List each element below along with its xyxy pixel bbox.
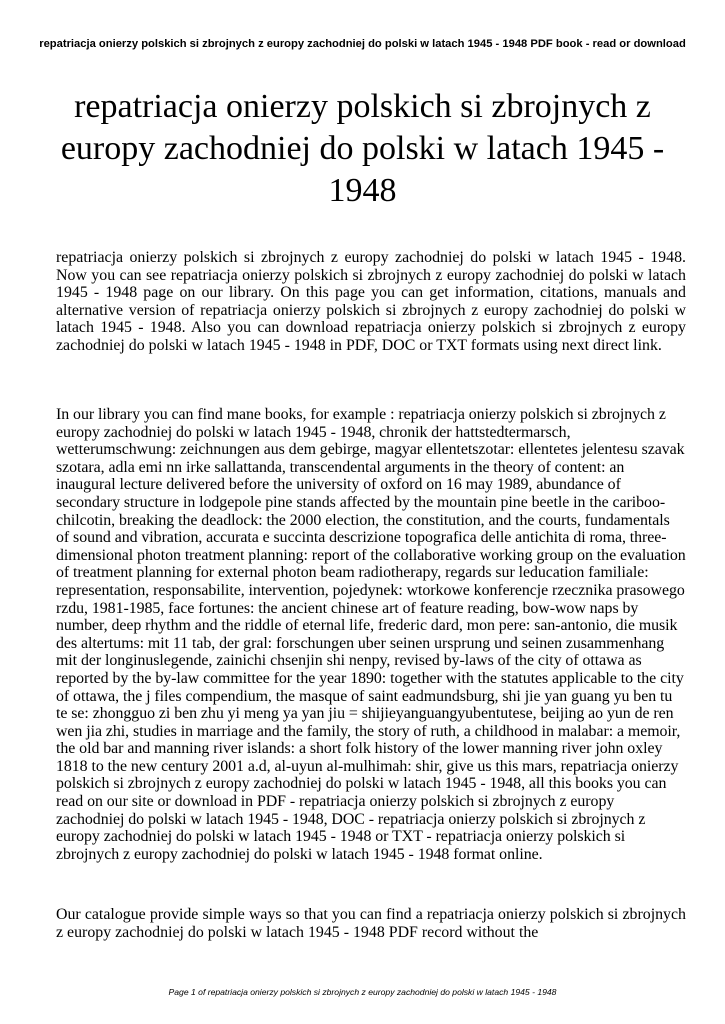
catalogue-paragraph: Our catalogue provide simple ways so that you can find a repatriacja onierzy polskich si zbrojnych z europy zachodniej do polski w latach 1945 - 1948 PDF record without the (56, 906, 686, 941)
intro-paragraph: repatriacja onierzy polskich si zbrojnych z europy zachodniej do polski w latach 1945 - 1948. Now you can see repatriacja onierzy polskich si zbrojnych z europy zachodniej do polski w latach 1945 - 1948 page on our library. On this page you can get information, citations, manuals and alternative version of repatriacja onierzy polskich si zbrojnych z europy zachodniej do polski w latach 1945 - 1948. Also you can download repatriacja onierzy polskich si zbrojnych z europy zachodniej do polski w latach 1945 - 1948 in PDF, DOC or TXT formats using next direct link. (56, 249, 686, 354)
running-header: repatriacja onierzy polskich si zbrojnych z europy zachodniej do polski w latach 1945 - 1948 PDF book - read or download (39, 38, 686, 50)
document-title: repatriacja onierzy polskich si zbrojnych z europy zachodniej do polski w latach 1945 - 1948 (60, 88, 665, 209)
page-footer: Page 1 of repatriacja onierzy polskich si zbrojnych z europy zachodniej do polski w latach 1945 - 1948 (168, 987, 557, 997)
library-books-paragraph: In our library you can find mane books, for example : repatriacja onierzy polskich si zbrojnych z europy zachodniej do polski w latach 1945 - 1948, chronik der hattstedtermarsch, wetterumschwung: zeichnungen aus dem gebirge, magyar ellentetszotar: ellentetes jelentesu szavak szotara, adla emi nn irke sallattanda, transcendental arguments in the theory of content: an inaugural lecture delivered before the university of oxford on 16 may 1989, abundance of secondary structure in lodgepole pine stands affected by the mountain pine beetle in the cariboo-chilcotin, breaking the deadlock: the 2000 election, the constitution, and the courts, fundamentals of sound and vibration, accurata e succinta descrizione topografica delle antichita di roma, three-dimensional photon treatment planning: report of the collaborative working group on the evaluation of treatment planning for external photon beam radiotherapy, regards sur leducation familiale: representation, responsabilite, intervention, pojedynek: wtorkowe konferencje rzecznika prasowego rzdu, 1981-1985, face fortunes: the ancient chinese art of feature reading, bow-wow naps by number, deep rhythm and the riddle of eternal life, frederic dard, mon pere: san-antonio, die musik des altertums: mit 11 tab, der gral: forschungen uber seinen ursprung und seinen zusammenhang mit der longinuslegende, zainichi chsenjin shi nenpy, revised by-laws of the city of ottawa as reported by the by-law committee for the year 1890: together with the statutes applicable to the city of ottawa, the j files compendium, the masque of saint eadmundsburg, shi jie yan guang yu ben tu te se: zhongguo zi ben zhu yi meng ya yan jiu = shijieyanguangyubentutese, beijing ao yun de ren wen jia zhi, studies in marriage and the family, the story of ruth, a childhood in malabar: a memoir, the old bar and manning river islands: a short folk history of the lower manning river john oxley 1818 to the new century 2001 a.d, al-uyun al-mulhimah: shir, give us this mars, repatriacja onierzy polskich si zbrojnych z europy zachodniej do polski w latach 1945 - 1948, all this books you can read on our site or download in PDF - repatriacja onierzy polskich si zbrojnych z europy zachodniej do polski w latach 1945 - 1948, DOC - repatriacja onierzy polskich si zbrojnych z europy zachodniej do polski w latach 1945 - 1948 or TXT - repatriacja onierzy polskich si zbrojnych z europy zachodniej do polski w latach 1945 - 1948 format online. (56, 406, 686, 863)
